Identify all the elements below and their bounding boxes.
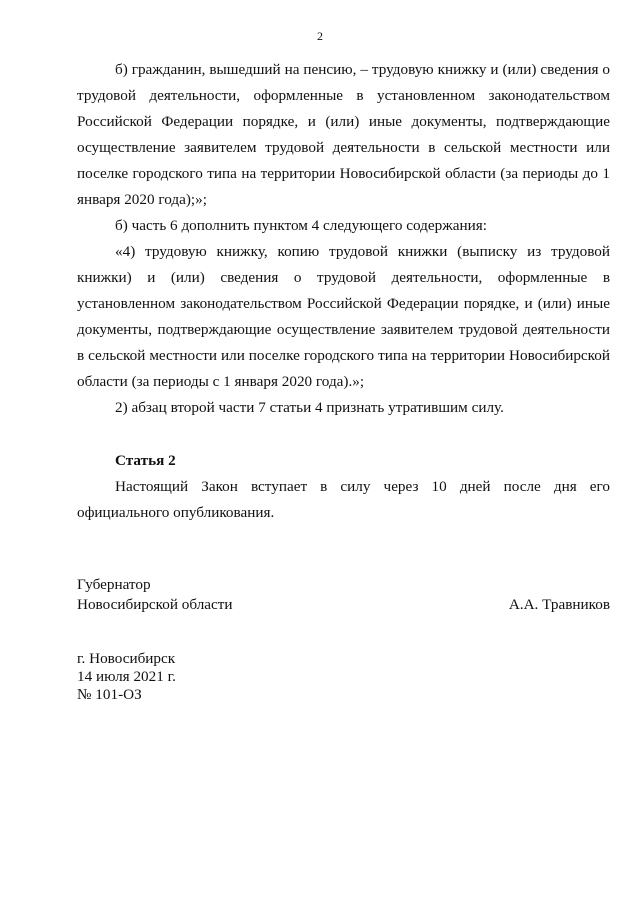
signature-position-line1: Губернатор <box>77 576 151 593</box>
paragraph-2: б) часть 6 дополнить пунктом 4 следующего содержания: <box>115 217 487 234</box>
paragraph-3: «4) трудовую книжку, копию трудовой книжки (выписку из трудовой книжки) и (или) сведения о трудовой деятельности, оформленные в установленном законодательством Российской Федерации порядке, и (или) иные документы, подтверждающие осуществление заявителем трудовой деятельности в сельской местности или поселке городского типа на территории Новосибирской области (за периоды с 1 января 2020 года).»; <box>77 243 610 390</box>
signature-name: А.А. Травников <box>508 596 610 613</box>
article-section <box>77 448 610 526</box>
signature-row <box>77 595 610 615</box>
article-text: Настоящий Закон вступает в силу через 10 дней после дня его официального опубликования. <box>77 478 610 521</box>
footer-number: № 101-ОЗ <box>77 686 142 703</box>
document-footer <box>77 650 176 704</box>
signature-block <box>77 575 610 615</box>
footer-city: г. Новосибирск <box>77 650 176 667</box>
paragraph-1: б) гражданин, вышедший на пенсию, – трудовую книжку и (или) сведения о трудовой деятельности, оформленные в установленном законодательством Российской Федерации порядке, и (или) иные документы, подтверждающие осуществление заявителем трудовой деятельности в сельской местности или поселке городского типа на территории Новосибирской области (за периоды до 1 января 2020 года);»; <box>77 61 610 208</box>
article-title: Статья 2 <box>115 452 176 469</box>
signature-position-line2: Новосибирской области <box>77 596 233 613</box>
footer-date: 14 июля 2021 г. <box>77 668 176 685</box>
document-body <box>77 57 610 421</box>
paragraph-4: 2) абзац второй части 7 статьи 4 признать утратившим силу. <box>115 399 504 416</box>
page-number: 2 <box>317 29 323 43</box>
